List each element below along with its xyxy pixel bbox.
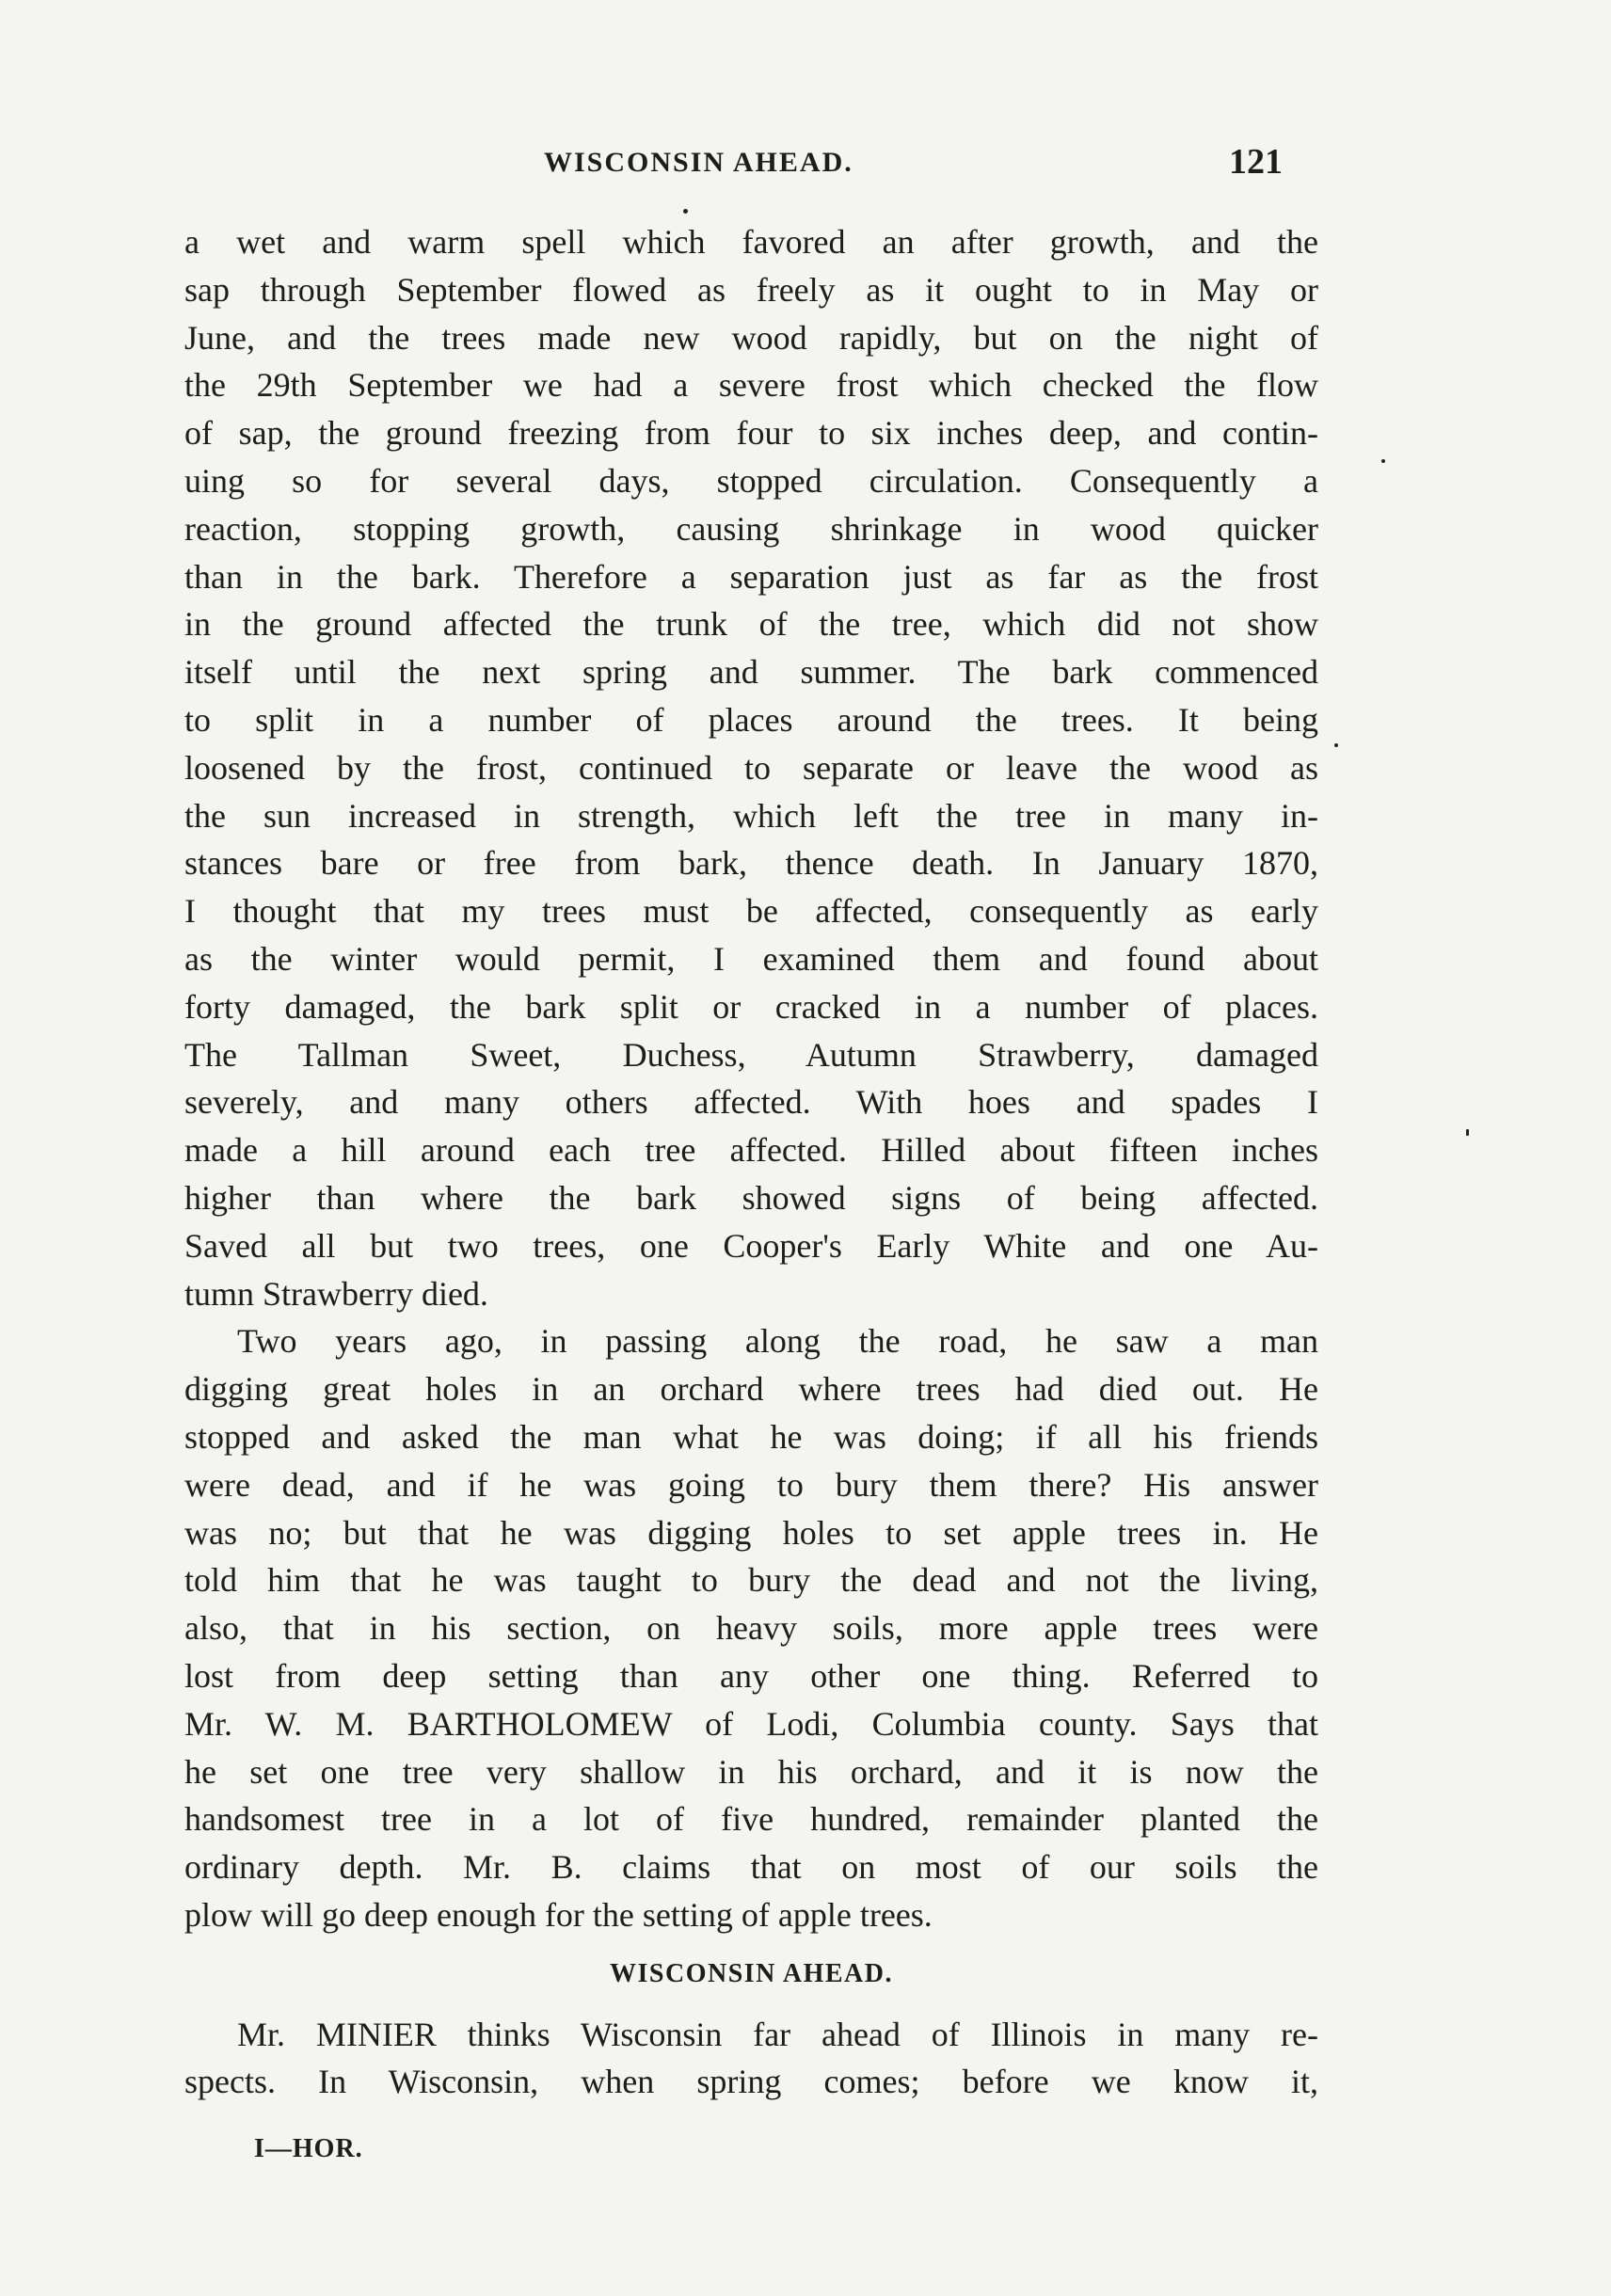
body-text [184, 218, 1318, 2106]
text-line: severely, and many others affected. With hoes and spades I [184, 1083, 1318, 1122]
text-line: in the ground affected the trunk of the tree, which did not show [184, 605, 1318, 644]
text-line: itself until the next spring and summer. The bark commenced [184, 653, 1318, 692]
text-line: I thought that my trees must be affected, consequently as early [184, 892, 1318, 931]
text-line: reaction, stopping growth, causing shrinkage in wood quicker [184, 509, 1318, 548]
text-line: forty damaged, the bark split or cracked in a number of places. [184, 987, 1318, 1026]
page-number: 121 [1229, 142, 1283, 182]
text-line: of sap, the ground freezing from four to six inches deep, and contin- [184, 414, 1318, 453]
text-line: was no; but that he was digging holes to set apple trees in. He [184, 1513, 1318, 1552]
text-line: Two years ago, in passing along the road, he saw a man [237, 1322, 1318, 1361]
text-line: handsomest tree in a lot of five hundred, remainder planted the [184, 1800, 1318, 1839]
text-line: were dead, and if he was going to bury them there? His answer [184, 1465, 1318, 1504]
text-line: ordinary depth. Mr. B. claims that on most of our soils the [184, 1848, 1318, 1887]
text-line: Mr. MINIER thinks Wisconsin far ahead of Illinois in many re- [237, 2015, 1318, 2053]
text-line: plow will go deep enough for the setting of apple trees. [184, 1895, 933, 1934]
text-line: uing so for several days, stopped circulation. Consequently a [184, 461, 1318, 500]
text-line: June, and the trees made new wood rapidly, but on the night of [184, 318, 1318, 357]
ink-speck [1334, 743, 1338, 747]
text-line: than in the bark. Therefore a separation just as far as the frost [184, 557, 1318, 596]
text-line: higher than where the bark showed signs of being affected. [184, 1178, 1318, 1217]
text-line: digging great holes in an orchard where trees had died out. He [184, 1370, 1318, 1409]
text-line: a wet and warm spell which favored an after growth, and the [184, 223, 1318, 261]
running-title: WISCONSIN AHEAD. [544, 147, 853, 178]
text-line: he set one tree very shallow in his orchard, and it is now the [184, 1752, 1318, 1791]
section-heading: WISCONSIN AHEAD. [610, 1958, 893, 1988]
text-line: to split in a number of places around the trees. It being [184, 700, 1318, 739]
text-line: The Tallman Sweet, Duchess, Autumn Strawberry, damaged [184, 1035, 1318, 1074]
text-line: told him that he was taught to bury the dead and not the living, [184, 1561, 1318, 1600]
text-line: stances bare or free from bark, thence death. In January 1870, [184, 844, 1318, 883]
ink-speck [1466, 1129, 1469, 1136]
text-line: as the winter would permit, I examined them and found about [184, 939, 1318, 978]
text-line: sap through September flowed as freely as it ought to in May or [184, 270, 1318, 309]
text-line: tumn Strawberry died. [184, 1274, 488, 1313]
signature-mark: I—HOR. [254, 2134, 363, 2163]
text-line: spects. In Wisconsin, when spring comes; before we know it, [184, 2063, 1318, 2101]
text-line: the 29th September we had a severe frost which checked the flow [184, 366, 1318, 405]
paragraph-wisconsin-ahead [184, 2011, 1318, 2107]
ink-speck [683, 209, 688, 214]
running-head [0, 141, 1611, 188]
text-line: made a hill around each tree affected. Hilled about fifteen inches [184, 1131, 1318, 1170]
paragraph-frost-damage [184, 218, 1318, 1317]
text-line: Saved all but two trees, one Cooper's Early White and one Au- [184, 1226, 1318, 1265]
text-line: stopped and asked the man what he was doing; if all his friends [184, 1417, 1318, 1456]
text-line: loosened by the frost, continued to separate or leave the wood as [184, 748, 1318, 787]
text-line: Mr. W. M. BARTHOLOMEW of Lodi, Columbia county. Says that [184, 1704, 1318, 1743]
text-line: lost from deep setting than any other one thing. Referred to [184, 1656, 1318, 1695]
text-line: also, that in his section, on heavy soils, more apple trees were [184, 1609, 1318, 1648]
paragraph-deep-setting [184, 1317, 1318, 1938]
ink-speck [1381, 459, 1385, 463]
text-line: the sun increased in strength, which left the tree in many in- [184, 796, 1318, 835]
